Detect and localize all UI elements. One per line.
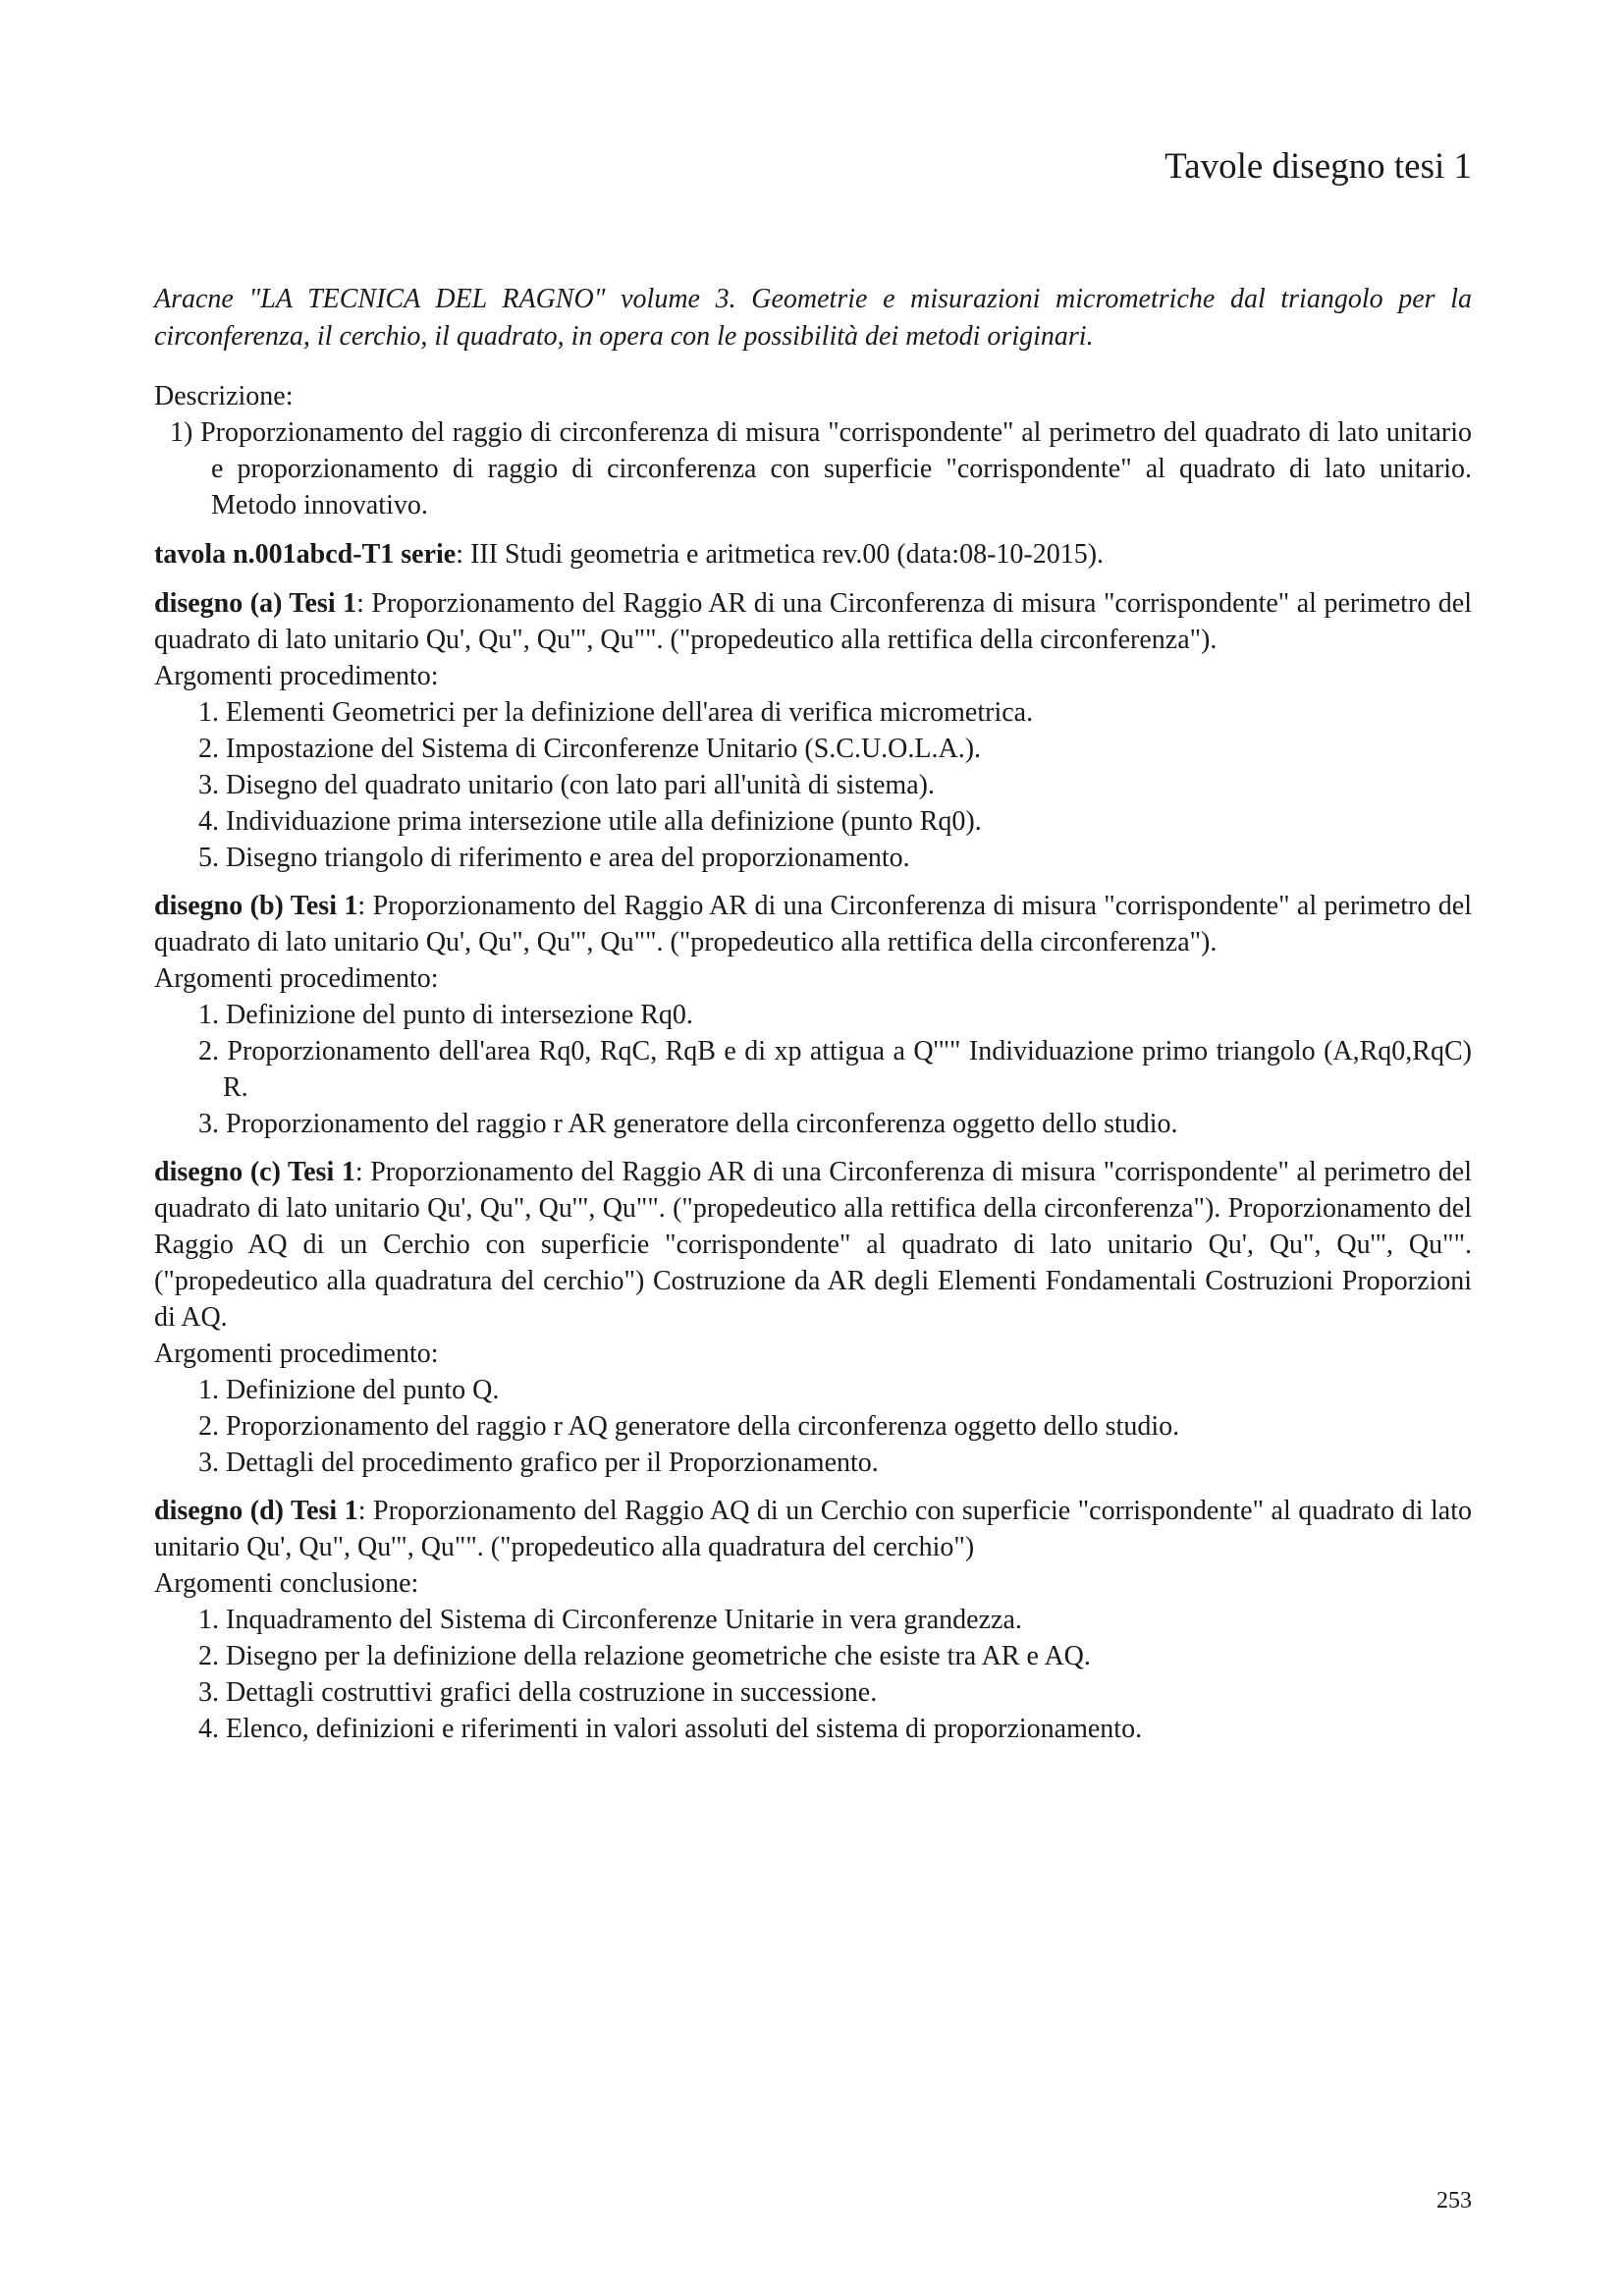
section-text: : Proporzionamento del Raggio AR di una Circonferenza di misura "corrispondente" al perimetro del quadrato di lato unitario Qu', Qu", Qu'", Qu"". ("propedeutico alla rettifica della circonferenza"). Proporzionamento del Raggio AQ di un Cerchio con superficie "corrispondente" al quadrato di lato unitario Qu', Qu", Qu'", Qu"". ("propedeutico alla quadratura del cerchio") Costruzione da AR degli Elementi Fondamentali Costruzioni Proporzioni di AQ.	[154, 1157, 1473, 1333]
tavola-label: tavola n.001abcd-T1 serie	[154, 539, 457, 570]
descrizione-item: 1) Proporzionamento del raggio di circonferenza di misura "corrispondente" al perimetro del quadrato di lato unitario e proporzionamento di raggio di circonferenza con superficie "corrispondente" al quadrato di lato unitario. Metodo innovativo.	[170, 417, 1472, 520]
list-item: 3. Disegno del quadrato unitario (con lato pari all'unità di sistema).	[198, 770, 935, 800]
list-item: 1. Definizione del punto di intersezione Rq0.	[198, 1000, 693, 1030]
section-description	[154, 1493, 1472, 1565]
tavola-line	[154, 536, 1472, 573]
list-item: 3. Proporzionamento del raggio r AR generatore della circonferenza oggetto dello studio.	[198, 1109, 1178, 1139]
list-item: 1. Definizione del punto Q.	[198, 1375, 500, 1405]
list-item: 1. Elementi Geometrici per la definizione dell'area di verifica micrometrica.	[198, 697, 1034, 728]
intro-paragraph: Aracne "LA TECNICA DEL RAGNO" volume 3. Geometrie e misurazioni micrometriche dal triangolo per la circonferenza, il cerchio, il quadrato, in opera con le possibilità dei metodi originari.	[154, 284, 1472, 352]
argomenti-list	[154, 997, 1472, 1142]
list-item: 2. Impostazione del Sistema di Circonferenze Unitario (S.C.U.O.L.A.).	[198, 734, 982, 764]
argomenti-list	[154, 694, 1472, 876]
list-item: 3. Dettagli del procedimento grafico per il Proporzionamento.	[198, 1448, 879, 1478]
list-item: 2. Proporzionamento dell'area Rq0, RqC, RqB e di xp attigua a Q'"" Individuazione primo triangolo (A,Rq0,RqC) R.	[198, 1036, 1472, 1103]
list-item: 5. Disegno triangolo di riferimento e area del proporzionamento.	[198, 843, 910, 873]
list-item: 3. Dettagli costruttivi grafici della costruzione in successione.	[198, 1677, 878, 1708]
section-label: disegno (d) Tesi 1	[154, 1496, 358, 1526]
argomenti-list	[154, 1372, 1472, 1481]
section-disegno-b	[154, 888, 1472, 1142]
argomenti-label: Argomenti procedimento:	[154, 661, 439, 691]
page-body	[154, 378, 1472, 1747]
section-text: : Proporzionamento del Raggio AR di una Circonferenza di misura "corrispondente" al perimetro del quadrato di lato unitario Qu', Qu", Qu'", Qu"". ("propedeutico alla rettifica della circonferenza").	[154, 891, 1472, 957]
section-disegno-d	[154, 1493, 1472, 1747]
argomenti-label: Argomenti procedimento:	[154, 1339, 439, 1369]
section-label: disegno (b) Tesi 1	[154, 891, 358, 921]
section-label: disegno (a) Tesi 1	[154, 588, 357, 619]
page-number: 253	[1436, 2188, 1472, 2214]
argomenti-label: Argomenti conclusione:	[154, 1568, 419, 1599]
section-description	[154, 585, 1472, 658]
list-item: 2. Proporzionamento del raggio r AQ generatore della circonferenza oggetto dello studio.	[198, 1411, 1180, 1442]
section-description	[154, 1154, 1472, 1336]
section-text: : Proporzionamento del Raggio AR di una Circonferenza di misura "corrispondente" al perimetro del quadrato di lato unitario Qu', Qu", Qu'", Qu"". ("propedeutico alla rettifica della circonferenza").	[154, 588, 1472, 655]
descrizione-label: Descrizione:	[154, 381, 294, 411]
tavola-text: : III Studi geometria e aritmetica rev.00 (data:08-10-2015).	[456, 539, 1105, 570]
section-text: : Proporzionamento del Raggio AQ di un Cerchio con superficie "corrispondente" al quadrato di lato unitario Qu', Qu", Qu'", Qu"". ("propedeutico alla quadratura del cerchio")	[154, 1496, 1473, 1562]
list-item: 2. Disegno per la definizione della relazione geometriche che esiste tra AR e AQ.	[198, 1641, 1091, 1671]
section-label: disegno (c) Tesi 1	[154, 1157, 355, 1187]
argomenti-label: Argomenti procedimento:	[154, 963, 439, 994]
list-item: 1. Inquadramento del Sistema di Circonferenze Unitarie in vera grandezza.	[198, 1605, 1022, 1635]
argomenti-list	[154, 1602, 1472, 1747]
section-description	[154, 888, 1472, 960]
list-item: 4. Elenco, definizioni e riferimenti in valori assoluti del sistema di proporzionamento.	[198, 1714, 1143, 1744]
section-disegno-c	[154, 1154, 1472, 1481]
section-disegno-a	[154, 585, 1472, 876]
list-item: 4. Individuazione prima intersezione utile alla definizione (punto Rq0).	[198, 806, 982, 837]
running-head: Tavole disegno tesi 1	[1164, 146, 1472, 187]
